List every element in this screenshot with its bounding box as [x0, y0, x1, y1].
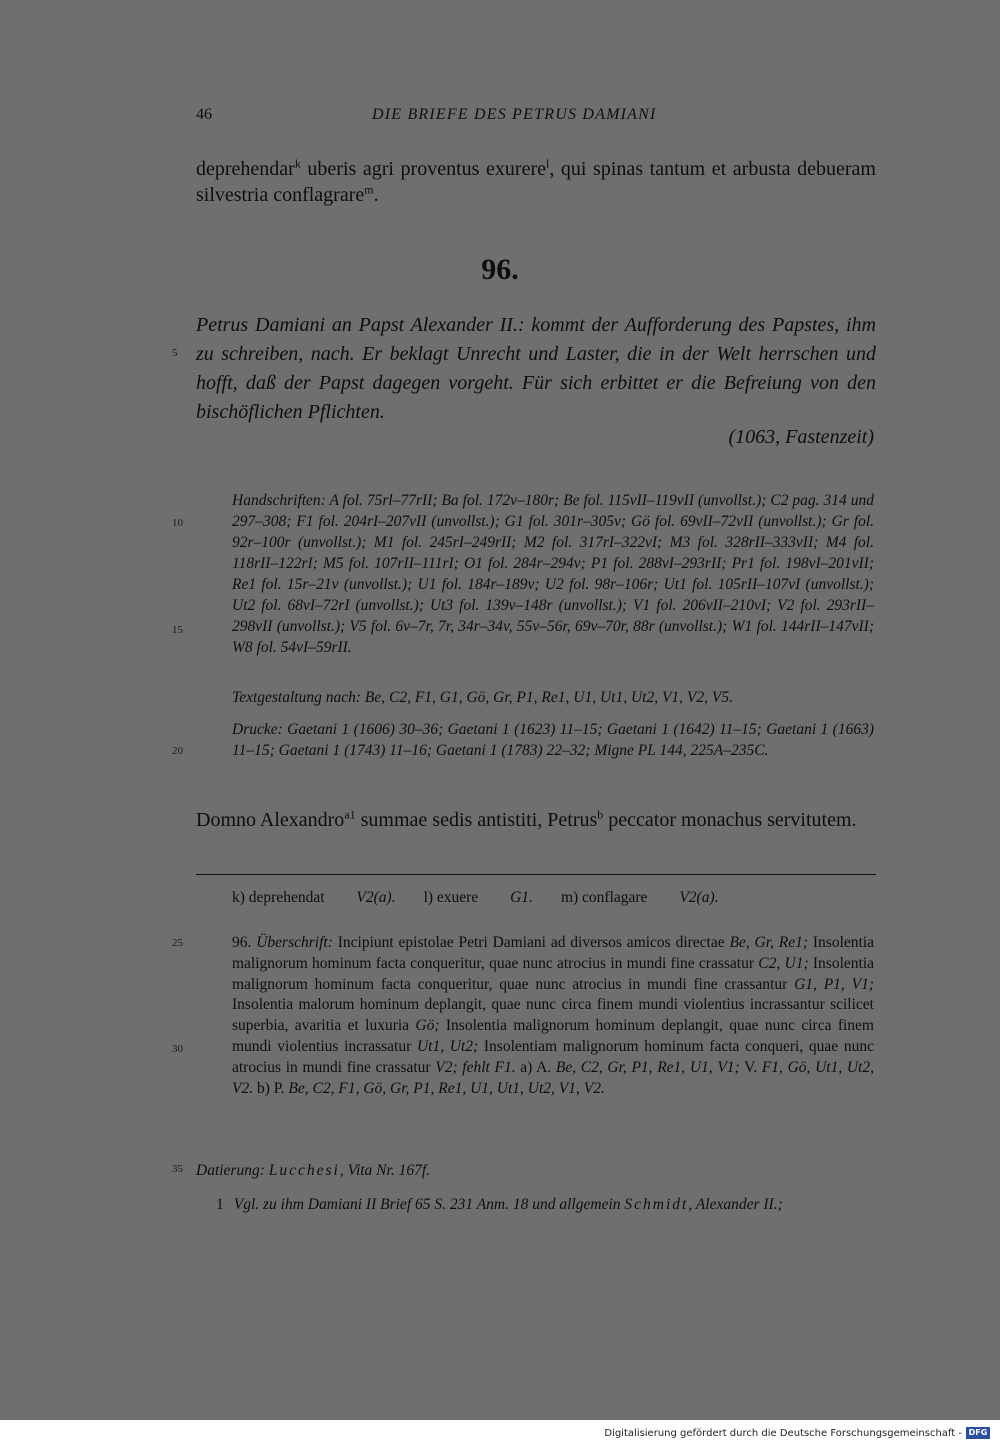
footnote-text: k) deprehendat	[232, 889, 329, 906]
footnote-text: Incipiunt epistolae Petri Damiani ad diversos amicos directae	[332, 934, 730, 951]
footnote-siglum: Gö;	[415, 1017, 440, 1035]
text-run: summae sedis antistiti, Petrus	[355, 809, 598, 831]
footnote-divider	[196, 874, 876, 875]
footnote-siglum: C2, U1;	[758, 954, 809, 972]
footnote-text: Vgl. zu ihm Damiani II Brief 65 S. 231 Anm. 18 und allgemein	[233, 1196, 625, 1213]
text-run: Domno Alexandro	[196, 809, 345, 831]
author-name: Schmidt	[624, 1196, 689, 1213]
dfg-logo: DFG	[966, 1427, 990, 1439]
footnote-label: Überschrift:	[256, 934, 333, 951]
footnote-text: m) conflagare	[560, 889, 652, 906]
footnote-number: 1	[216, 1196, 224, 1213]
line-number: 35	[172, 1163, 183, 1175]
page-number: 46	[196, 106, 212, 123]
line-number: 20	[172, 745, 183, 757]
footnote-text: Insolentiam malignorum hominum facta conqueri, quae nunc atrocius in mundi fine crassatur	[232, 1037, 874, 1076]
footnote-text: l) exuere	[423, 889, 483, 906]
funding-credit: Digitalisierung gefördert durch die Deutsche Forschungsgemeinschaft -	[604, 1428, 962, 1439]
letter-summary: Petrus Damiani an Papst Alexander II.: kommt der Aufforderung des Papstes, ihm zu schreiben, nach. Er beklagt Unrecht und Laster, die in der Welt herrschen und hofft, daß der Papst dagegen vorgeht. Für sich erbittet er die Befreiung von den bischöflichen Pflichten.	[196, 314, 876, 423]
footnote-text: V.	[739, 1058, 762, 1076]
continuation-text	[196, 156, 876, 208]
letter-address	[196, 806, 876, 834]
dating-note	[196, 1162, 430, 1180]
footnote-1	[216, 1196, 783, 1214]
footnote-k	[232, 889, 396, 906]
dating-label: Datierung:	[196, 1162, 269, 1179]
letter-number: 96.	[481, 253, 519, 286]
footnote-mark: k	[294, 156, 301, 171]
footnote-text: b) P.	[253, 1079, 289, 1097]
text-run: deprehendar	[196, 158, 295, 180]
footnote-siglum: G1, P1, V1;	[794, 975, 875, 993]
footnote-number: 96.	[232, 934, 257, 951]
line-number: 25	[172, 937, 183, 949]
footnote-text: Insolentia malignorum hominum deplangit, quae nunc circa finem mundi violentius incrassatur	[232, 1017, 874, 1055]
text-run: uberis agri proventus exurere	[300, 158, 546, 180]
running-head: DIE BRIEFE DES PETRUS DAMIANI	[372, 106, 657, 123]
footnote-siglum: G1.	[510, 889, 533, 906]
footnote-text: Insolentia malorum hominum deplangit, quae nunc circa finem mundi violentius incrassantur scilicet superbia, avaritia et luxuria	[232, 996, 874, 1035]
footnote-96	[232, 933, 874, 1099]
text-run: , qui spinas tantum et arbusta debueram silvestria conflagrare	[196, 158, 876, 206]
text-run: .	[373, 184, 379, 206]
footnote-siglum: V2; fehlt F1.	[435, 1058, 516, 1076]
manuscripts-list: Handschriften: A fol. 75rl–77rII; Ba fol. 172v–180r; Be fol. 115vII–119vII (unvollst.); C2 pag. 314 und 297–308; F1 fol. 204rI–207vII (unvollst.); G1 fol. 301r–305v; Gö fol. 69vII–72vII (unvollst.); Gr fol. 92r–100r (unvollst.); M1 fol. 245rI–249rII; M2 fol. 317rI–322vI; M3 fol. 328rII–333vII; M4 fol. 118rII–122rI; M5 fol. 107rII–111rI; O1 fol. 284r–294v; P1 fol. 288vI–293rII; Pr1 fol. 198vI–201vII; Re1 fol. 15r–21v (unvollst.); U1 fol. 184r–189v; U2 fol. 98r–106r; Ut1 fol. 105rII–107vI (unvollst.); Ut2 fol. 68vI–72rI (unvollst.); Ut3 fol. 139v–148r (unvollst.); V1 fol. 206vII–210vI; V2 fol. 293rII–298vII (unvollst.); V5 fol. 6v–7r, 7r, 34r–34v, 55v–56r, 69v–70r, 88r (unvollst.); W1 fol. 144rII–147vII; W8 fol. 54vI–59rII.	[232, 492, 874, 656]
text-run: peccator monachus servitutem.	[603, 809, 857, 831]
footnote-siglum: Be, C2, Gr, P1, Re1, U1, V1;	[555, 1058, 740, 1076]
footnote-siglum: V2(a).	[356, 889, 396, 906]
line-number: 5	[172, 347, 178, 359]
printed-editions: Drucke: Gaetani 1 (1606) 30–36; Gaetani 1 (1623) 11–15; Gaetani 1 (1642) 11–15; Gaetani 1 (1663) 11–15; Gaetani 1 (1743) 11–16; Gaetani 1 (1783) 22–32; Migne PL 144, 225A–235C.	[232, 721, 874, 759]
line-number: 30	[172, 1043, 183, 1055]
line-number: 15	[172, 624, 183, 636]
footnote-mark: l	[545, 156, 550, 171]
footnote-text: Insolentia malignorum hominum facta conqueritur, quae nunc atrocius in mundi fine crassantur	[232, 954, 875, 993]
text-basis: Textgestaltung nach: Be, C2, F1, G1, Gö, Gr, P1, Re1, U1, Ut1, Ut2, V1, V2, V5.	[232, 689, 733, 706]
footnote-m	[561, 889, 719, 906]
letter-date: (1063, Fastenzeit)	[728, 426, 874, 448]
footnote-mark: a1	[344, 807, 356, 822]
author-name: Lucchesi	[268, 1162, 340, 1179]
footnotes-variants	[232, 889, 746, 907]
footnote-mark: m	[364, 182, 374, 197]
footnote-text: , Alexander II.;	[688, 1196, 783, 1213]
dating-text: , Vita Nr. 167f.	[339, 1162, 431, 1179]
footnote-siglum: V2(a).	[679, 889, 719, 906]
footnote-siglum: Be, C2, F1, Gö, Gr, P1, Re1, U1, Ut1, Ut2, V1, V2.	[288, 1079, 605, 1097]
footnote-siglum: Ut1, Ut2;	[416, 1037, 479, 1055]
footnote-text: a) A.	[515, 1058, 556, 1076]
footnote-siglum: F1, Gö, Ut1, Ut2, V2.	[232, 1058, 874, 1097]
footnote-l	[424, 889, 533, 906]
footnote-mark: b	[597, 807, 604, 822]
line-number: 10	[172, 517, 183, 529]
footnote-siglum: Be, Gr, Re1;	[729, 934, 809, 951]
footnote-text: Insolentia malignorum hominum facta conqueritur, quae nunc atrocius in mundi fine crassatur	[232, 934, 875, 972]
